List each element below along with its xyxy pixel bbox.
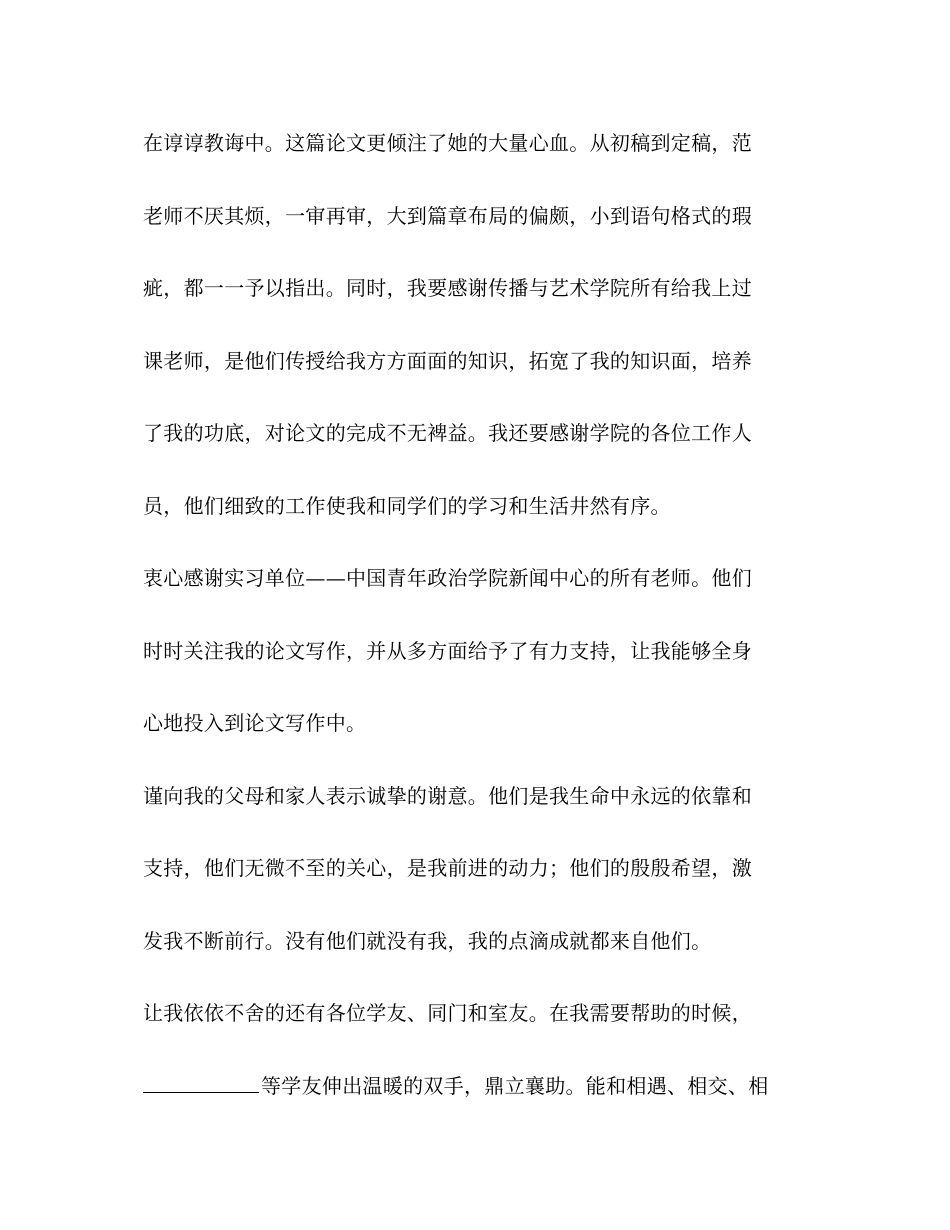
text-line: 时时关注我的论文写作，并从多方面给予了有力支持，让我能够全身 <box>143 639 752 663</box>
text-line: 课老师，是他们传授给我方方面面的知识，拓宽了我的知识面，培养 <box>143 349 752 373</box>
text-line: 心地投入到论文写作中。 <box>143 711 367 735</box>
text-line: 老师不厌其烦，一审再审，大到篇章布局的偏颇，小到语句格式的瑕 <box>143 204 752 228</box>
text-line: 让我依依不舍的还有各位学友、同门和室友。在我需要帮助的时候， <box>143 1001 752 1025</box>
text-line: 员，他们细致的工作使我和同学们的学习和生活井然有序。 <box>143 494 671 518</box>
text-line: 在谆谆教诲中。这篇论文更倾注了她的大量心血。从初稿到定稿，范 <box>143 131 752 155</box>
text-segment: 等学友伸出温暖的双手，鼎立襄助。能和相遇、相交、相 <box>261 1074 769 1098</box>
text-line: 发我不断前行。没有他们就没有我，我的点滴成就都来自他们。 <box>143 929 712 953</box>
text-line: 谨向我的父母和家人表示诚挚的谢意。他们是我生命中永远的依靠和 <box>143 784 752 808</box>
text-line: 疵，都一一予以指出。同时，我要感谢传播与艺术学院所有给我上过 <box>143 276 752 300</box>
text-line-with-blank <box>143 1069 813 1103</box>
text-line: 了我的功底，对论文的完成不无裨益。我还要感谢学院的各位工作人 <box>143 421 752 445</box>
fill-in-blank <box>143 1072 259 1093</box>
text-line: 支持，他们无微不至的关心，是我前进的动力；他们的殷殷希望，激 <box>143 856 752 880</box>
text-line: 衷心感谢实习单位——中国青年政治学院新闻中心的所有老师。他们 <box>143 566 752 590</box>
